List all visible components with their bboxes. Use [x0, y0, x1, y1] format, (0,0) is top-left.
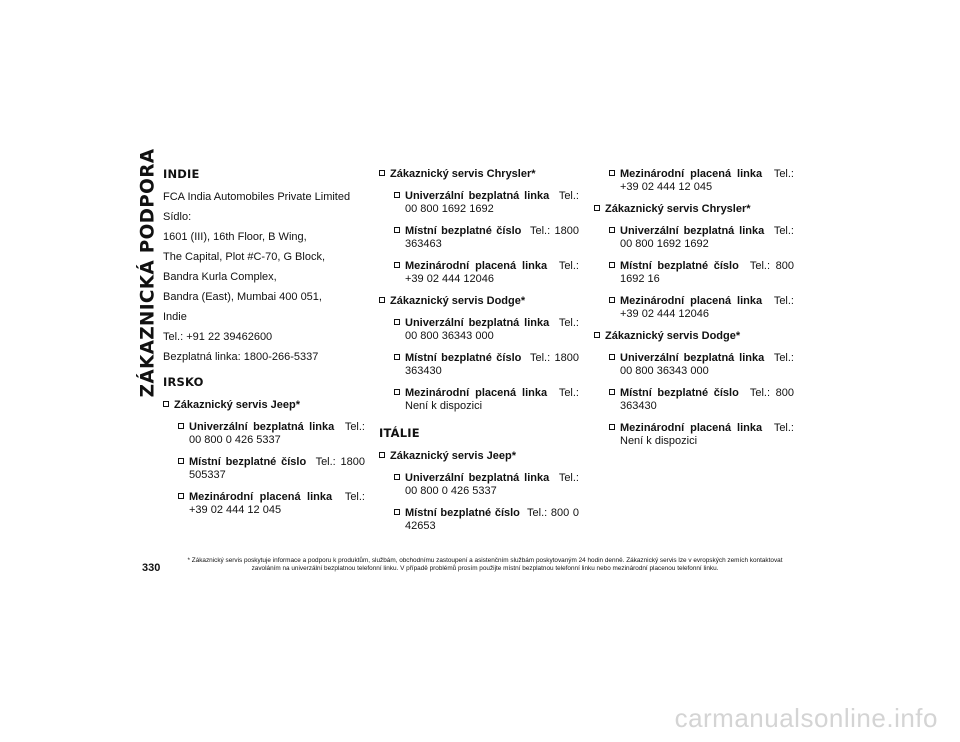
ireland-dodge-service: Zákaznický servis Dodge* [379, 295, 579, 308]
contact-label: Místní bezplatné číslo [405, 352, 522, 364]
contact-label: Místní bezplatné číslo [405, 225, 522, 237]
contact-item [594, 352, 794, 378]
heading-ireland: IRSKO [163, 375, 204, 389]
contact-label: Mezinárodní placená linka [620, 295, 763, 307]
contact-value: Tel.: 1800 363430 [405, 352, 580, 377]
checkbox-bullet-icon [609, 354, 615, 360]
contact-item [379, 387, 579, 413]
checkbox-bullet-icon [609, 297, 615, 303]
india-line: 1601 (III), 16th Floor, B Wing, [163, 231, 307, 243]
footnote: * Zákaznický servis poskytuje informace a podporu k produktům, službám, obchodnímu zastoupení a asistenčním službám poskytovaným 24 hodin denně. Zákaznický servis lze v evropských zemích kontaktovat zavoláním na univerzální bezplatnou telefonní linku. V případě problémů prosím použijte místní bezplatnou telefonní linku nebo mezinárodní placenou telefonní linku. [187, 557, 783, 572]
contact-value: Tel.: 1800 363463 [405, 225, 580, 250]
india-line: The Capital, Plot #C-70, G Block, [163, 251, 326, 263]
ireland-jeep-service: Zákaznický servis Jeep* [163, 399, 365, 412]
checkbox-bullet-icon [394, 389, 400, 395]
contact-value: Tel.: 800 0 42653 [405, 507, 579, 532]
contact-item [379, 507, 579, 533]
contact-value: Tel.: 00 800 36343 000 [620, 352, 794, 377]
india-line: Tel.: +91 22 39462600 [163, 331, 273, 343]
contact-label: Univerzální bezplatná linka [620, 352, 765, 364]
checkbox-bullet-icon [163, 401, 169, 407]
contact-value: Tel.: 00 800 36343 000 [405, 317, 579, 342]
india-line: Indie [163, 311, 187, 323]
contact-label: Místní bezplatné číslo [189, 456, 307, 468]
contact-item [379, 317, 579, 343]
contact-label: Mezinárodní placená linka [620, 168, 763, 180]
contact-item [163, 491, 365, 517]
contact-label: Mezinárodní placená linka [405, 387, 548, 399]
checkbox-bullet-icon [394, 319, 400, 325]
checkbox-bullet-icon [609, 389, 615, 395]
checkbox-bullet-icon [178, 458, 184, 464]
contact-item [379, 190, 579, 216]
section-sidebar-title [136, 148, 160, 398]
checkbox-bullet-icon [178, 493, 184, 499]
checkbox-bullet-icon [609, 170, 615, 176]
contact-item [594, 295, 794, 321]
contact-value: Tel.: Není k dispozici [620, 422, 794, 447]
checkbox-bullet-icon [594, 332, 600, 338]
contact-value: Tel.: +39 02 444 12 045 [189, 491, 365, 516]
contact-value: Tel.: +39 02 444 12046 [620, 295, 794, 320]
contact-label: Univerzální bezplatná linka [405, 317, 550, 329]
india-line: FCA India Automobiles Private Limited [163, 191, 351, 203]
contact-label: Univerzální bezplatná linka [405, 190, 550, 202]
column-2 [379, 168, 579, 542]
contact-item [594, 387, 794, 413]
contact-value: Tel.: 800 363430 [620, 387, 795, 412]
contact-item [379, 260, 579, 286]
checkbox-bullet-icon [178, 423, 184, 429]
contact-label: Místní bezplatné číslo [620, 387, 739, 399]
checkbox-bullet-icon [379, 170, 385, 176]
column-3 [594, 168, 794, 457]
checkbox-bullet-icon [394, 474, 400, 480]
contact-value: Tel.: 00 800 1692 1692 [620, 225, 794, 250]
contact-label: Univerzální bezplatná linka [405, 472, 550, 484]
checkbox-bullet-icon [609, 227, 615, 233]
contact-item [163, 456, 365, 482]
checkbox-bullet-icon [609, 424, 615, 430]
india-line: Bandra (East), Mumbai 400 051, [163, 291, 322, 303]
contact-value: Tel.: 00 800 0 426 5337 [189, 421, 365, 446]
ireland-chrysler-service: Zákaznický servis Chrysler* [379, 168, 579, 181]
contact-value: Tel.: 800 1692 16 [620, 260, 795, 285]
contact-item [379, 472, 579, 498]
contact-item [594, 225, 794, 251]
contact-label: Mezinárodní placená linka [620, 422, 763, 434]
checkbox-bullet-icon [394, 262, 400, 268]
contact-value: Tel.: 00 800 1692 1692 [405, 190, 579, 215]
italy-dodge-service: Zákaznický servis Dodge* [594, 330, 794, 343]
contact-label: Univerzální bezplatná linka [620, 225, 765, 237]
contact-item [163, 421, 365, 447]
checkbox-bullet-icon [594, 205, 600, 211]
checkbox-bullet-icon [379, 452, 385, 458]
column-1 [163, 168, 365, 526]
page-number: 330 [142, 562, 161, 574]
checkbox-bullet-icon [394, 509, 400, 515]
checkbox-bullet-icon [379, 297, 385, 303]
italy-jeep-service: Zákaznický servis Jeep* [379, 450, 579, 463]
contact-item [379, 225, 579, 251]
contact-label: Místní bezplatné číslo [405, 507, 520, 519]
india-line: Bezplatná linka: 1800-266-5337 [163, 351, 319, 363]
checkbox-bullet-icon [394, 192, 400, 198]
checkbox-bullet-icon [394, 354, 400, 360]
heading-italy: ITÁLIE [379, 426, 420, 440]
contact-item [594, 422, 794, 448]
contact-label: Mezinárodní placená linka [189, 491, 333, 503]
checkbox-bullet-icon [394, 227, 400, 233]
contact-label: Mezinárodní placená linka [405, 260, 548, 272]
italy-chrysler-service: Zákaznický servis Chrysler* [594, 203, 794, 216]
watermark: carmanualsonline.info [674, 703, 938, 733]
contact-value: Tel.: 1800 505337 [189, 456, 366, 481]
contact-value: Tel.: +39 02 444 12046 [405, 260, 579, 285]
contact-value: Tel.: 00 800 0 426 5337 [405, 472, 579, 497]
sidebar-title-text: ZÁKAZNICKÁ PODPORA [137, 148, 159, 398]
contact-item [379, 352, 579, 378]
checkbox-bullet-icon [609, 262, 615, 268]
india-line: Bandra Kurla Complex, [163, 271, 277, 283]
heading-india: INDIE [163, 167, 200, 181]
contact-item [594, 168, 794, 194]
contact-value: Tel.: +39 02 444 12 045 [620, 168, 794, 193]
contact-label: Univerzální bezplatná linka [189, 421, 335, 433]
contact-item [594, 260, 794, 286]
india-line: Sídlo: [163, 211, 192, 223]
contact-value: Tel.: Není k dispozici [405, 387, 579, 412]
contact-label: Místní bezplatné číslo [620, 260, 739, 272]
